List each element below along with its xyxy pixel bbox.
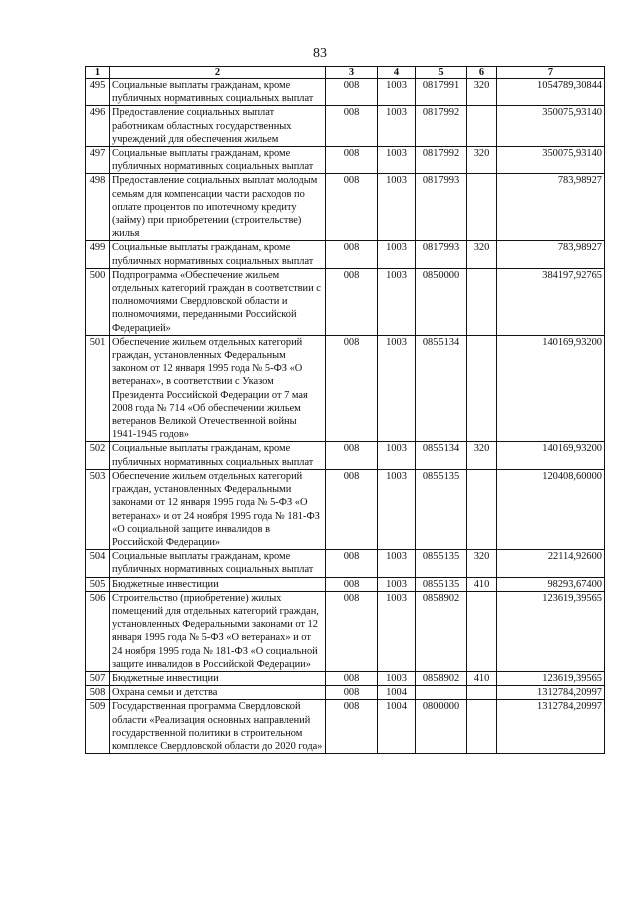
- target-article-cell: 0817992: [416, 147, 467, 174]
- header-cell: 5: [416, 67, 467, 79]
- amount-cell: 783,98927: [497, 241, 605, 268]
- table-row: [86, 671, 605, 685]
- row-name-cell: Строительство (приобретение) жилых помещений для отдельных категорий граждан, установленных Федеральными законами от 12 января 1995 года № 5-ФЗ «О ветеранах» и от 24 ноября 1995 года № 181-ФЗ «О социальной защите инвалидов в Российской Федерации»: [110, 591, 326, 671]
- section-code-cell: 1003: [378, 241, 416, 268]
- row-number-cell: 504: [86, 550, 110, 577]
- table-row: [86, 241, 605, 268]
- amount-cell: 22114,92600: [497, 550, 605, 577]
- expense-type-cell: 320: [467, 442, 497, 469]
- expense-type-cell: [467, 335, 497, 442]
- expense-type-cell: [467, 469, 497, 549]
- amount-cell: 140169,93200: [497, 335, 605, 442]
- department-code-cell: 008: [326, 174, 378, 241]
- table-row: [86, 577, 605, 591]
- expense-type-cell: 320: [467, 550, 497, 577]
- row-name-cell: Обеспечение жильем отдельных категорий граждан, установленных Федеральными законами от 12 января 1995 года № 5-ФЗ «О ветеранах» и от 24 ноября 1995 года № 181-ФЗ «О социальной защите инвалидов в Российской Федерации»: [110, 469, 326, 549]
- target-article-cell: 0855134: [416, 442, 467, 469]
- header-cell: 1: [86, 67, 110, 79]
- table-row: [86, 469, 605, 549]
- section-code-cell: 1003: [378, 442, 416, 469]
- expense-type-cell: 410: [467, 671, 497, 685]
- header-row: [86, 67, 605, 79]
- department-code-cell: 008: [326, 79, 378, 106]
- row-name-cell: Предоставление социальных выплат молодым семьям для компенсации части расходов по оплате процентов по ипотечному кредиту (займу) при приобретении (строительстве) жилья: [110, 174, 326, 241]
- expense-type-cell: [467, 268, 497, 335]
- department-code-cell: 008: [326, 591, 378, 671]
- table-row: [86, 591, 605, 671]
- row-number-cell: 505: [86, 577, 110, 591]
- table-row: [86, 442, 605, 469]
- expense-type-cell: [467, 686, 497, 700]
- header-cell: 6: [467, 67, 497, 79]
- expense-type-cell: 320: [467, 147, 497, 174]
- target-article-cell: 0855135: [416, 577, 467, 591]
- amount-cell: 1312784,20997: [497, 700, 605, 754]
- table-row: [86, 79, 605, 106]
- row-name-cell: Предоставление социальных выплат работникам областных государственных учреждений для обеспечения жильем: [110, 106, 326, 147]
- section-code-cell: 1003: [378, 335, 416, 442]
- table-row: [86, 174, 605, 241]
- section-code-cell: 1004: [378, 700, 416, 754]
- department-code-cell: 008: [326, 335, 378, 442]
- row-number-cell: 501: [86, 335, 110, 442]
- row-number-cell: 506: [86, 591, 110, 671]
- department-code-cell: 008: [326, 268, 378, 335]
- row-number-cell: 503: [86, 469, 110, 549]
- section-code-cell: 1003: [378, 671, 416, 685]
- target-article-cell: 0858902: [416, 591, 467, 671]
- department-code-cell: 008: [326, 671, 378, 685]
- department-code-cell: 008: [326, 686, 378, 700]
- row-name-cell: Социальные выплаты гражданам, кроме публичных нормативных социальных выплат: [110, 442, 326, 469]
- table-row: [86, 550, 605, 577]
- row-number-cell: 497: [86, 147, 110, 174]
- budget-table: [85, 66, 605, 754]
- amount-cell: 120408,60000: [497, 469, 605, 549]
- row-name-cell: Обеспечение жильем отдельных категорий граждан, установленных Федеральным законом от 12 января 1995 года № 5-ФЗ «О ветеранах», в соответствии с Указом Президента Российской Федерации от 7 мая 2008 года № 714 «Об обеспечении жильем ветеранов Великой Отечественной войны 1941-1945 годов»: [110, 335, 326, 442]
- row-name-cell: Охрана семьи и детства: [110, 686, 326, 700]
- section-code-cell: 1003: [378, 577, 416, 591]
- department-code-cell: 008: [326, 577, 378, 591]
- section-code-cell: 1003: [378, 591, 416, 671]
- row-name-cell: Социальные выплаты гражданам, кроме публичных нормативных социальных выплат: [110, 241, 326, 268]
- department-code-cell: 008: [326, 106, 378, 147]
- section-code-cell: 1003: [378, 550, 416, 577]
- row-number-cell: 502: [86, 442, 110, 469]
- row-number-cell: 508: [86, 686, 110, 700]
- expense-type-cell: 410: [467, 577, 497, 591]
- row-number-cell: 499: [86, 241, 110, 268]
- row-number-cell: 500: [86, 268, 110, 335]
- expense-type-cell: [467, 700, 497, 754]
- table-row: [86, 700, 605, 754]
- target-article-cell: 0817991: [416, 79, 467, 106]
- amount-cell: 140169,93200: [497, 442, 605, 469]
- section-code-cell: 1003: [378, 79, 416, 106]
- amount-cell: 350075,93140: [497, 106, 605, 147]
- target-article-cell: 0817993: [416, 174, 467, 241]
- page-number: 83: [313, 46, 327, 61]
- expense-type-cell: [467, 591, 497, 671]
- target-article-cell: 0817993: [416, 241, 467, 268]
- target-article-cell: 0855135: [416, 469, 467, 549]
- section-code-cell: 1003: [378, 268, 416, 335]
- amount-cell: 350075,93140: [497, 147, 605, 174]
- amount-cell: 783,98927: [497, 174, 605, 241]
- amount-cell: 98293,67400: [497, 577, 605, 591]
- department-code-cell: 008: [326, 147, 378, 174]
- department-code-cell: 008: [326, 442, 378, 469]
- row-number-cell: 509: [86, 700, 110, 754]
- amount-cell: 123619,39565: [497, 671, 605, 685]
- row-number-cell: 498: [86, 174, 110, 241]
- table-row: [86, 335, 605, 442]
- row-number-cell: 507: [86, 671, 110, 685]
- amount-cell: 123619,39565: [497, 591, 605, 671]
- target-article-cell: 0855135: [416, 550, 467, 577]
- row-number-cell: 495: [86, 79, 110, 106]
- department-code-cell: 008: [326, 550, 378, 577]
- target-article-cell: 0817992: [416, 106, 467, 147]
- expense-type-cell: 320: [467, 241, 497, 268]
- department-code-cell: 008: [326, 700, 378, 754]
- row-name-cell: Социальные выплаты гражданам, кроме публичных нормативных социальных выплат: [110, 79, 326, 106]
- amount-cell: 1312784,20997: [497, 686, 605, 700]
- department-code-cell: 008: [326, 241, 378, 268]
- section-code-cell: 1003: [378, 174, 416, 241]
- expense-type-cell: 320: [467, 79, 497, 106]
- row-number-cell: 496: [86, 106, 110, 147]
- row-name-cell: Социальные выплаты гражданам, кроме публичных нормативных социальных выплат: [110, 147, 326, 174]
- section-code-cell: 1003: [378, 106, 416, 147]
- row-name-cell: Подпрограмма «Обеспечение жильем отдельных категорий граждан в соответствии с полномочиями Свердловской области и полномочиями, переданными Российской Федерацией»: [110, 268, 326, 335]
- row-name-cell: Бюджетные инвестиции: [110, 577, 326, 591]
- section-code-cell: 1003: [378, 469, 416, 549]
- header-cell: 3: [326, 67, 378, 79]
- row-name-cell: Государственная программа Свердловской области «Реализация основных направлений государственной политики в строительном комплексе Свердловской области до 2020 года»: [110, 700, 326, 754]
- row-name-cell: Бюджетные инвестиции: [110, 671, 326, 685]
- section-code-cell: 1004: [378, 686, 416, 700]
- amount-cell: 1054789,30844: [497, 79, 605, 106]
- department-code-cell: 008: [326, 469, 378, 549]
- target-article-cell: 0855134: [416, 335, 467, 442]
- target-article-cell: 0858902: [416, 671, 467, 685]
- header-cell: 7: [497, 67, 605, 79]
- table-row: [86, 147, 605, 174]
- section-code-cell: 1003: [378, 147, 416, 174]
- target-article-cell: 0850000: [416, 268, 467, 335]
- header-cell: 2: [110, 67, 326, 79]
- table-row: [86, 268, 605, 335]
- expense-type-cell: [467, 174, 497, 241]
- amount-cell: 384197,92765: [497, 268, 605, 335]
- table-row: [86, 106, 605, 147]
- expense-type-cell: [467, 106, 497, 147]
- target-article-cell: 0800000: [416, 700, 467, 754]
- row-name-cell: Социальные выплаты гражданам, кроме публичных нормативных социальных выплат: [110, 550, 326, 577]
- table-row: [86, 686, 605, 700]
- header-cell: 4: [378, 67, 416, 79]
- target-article-cell: [416, 686, 467, 700]
